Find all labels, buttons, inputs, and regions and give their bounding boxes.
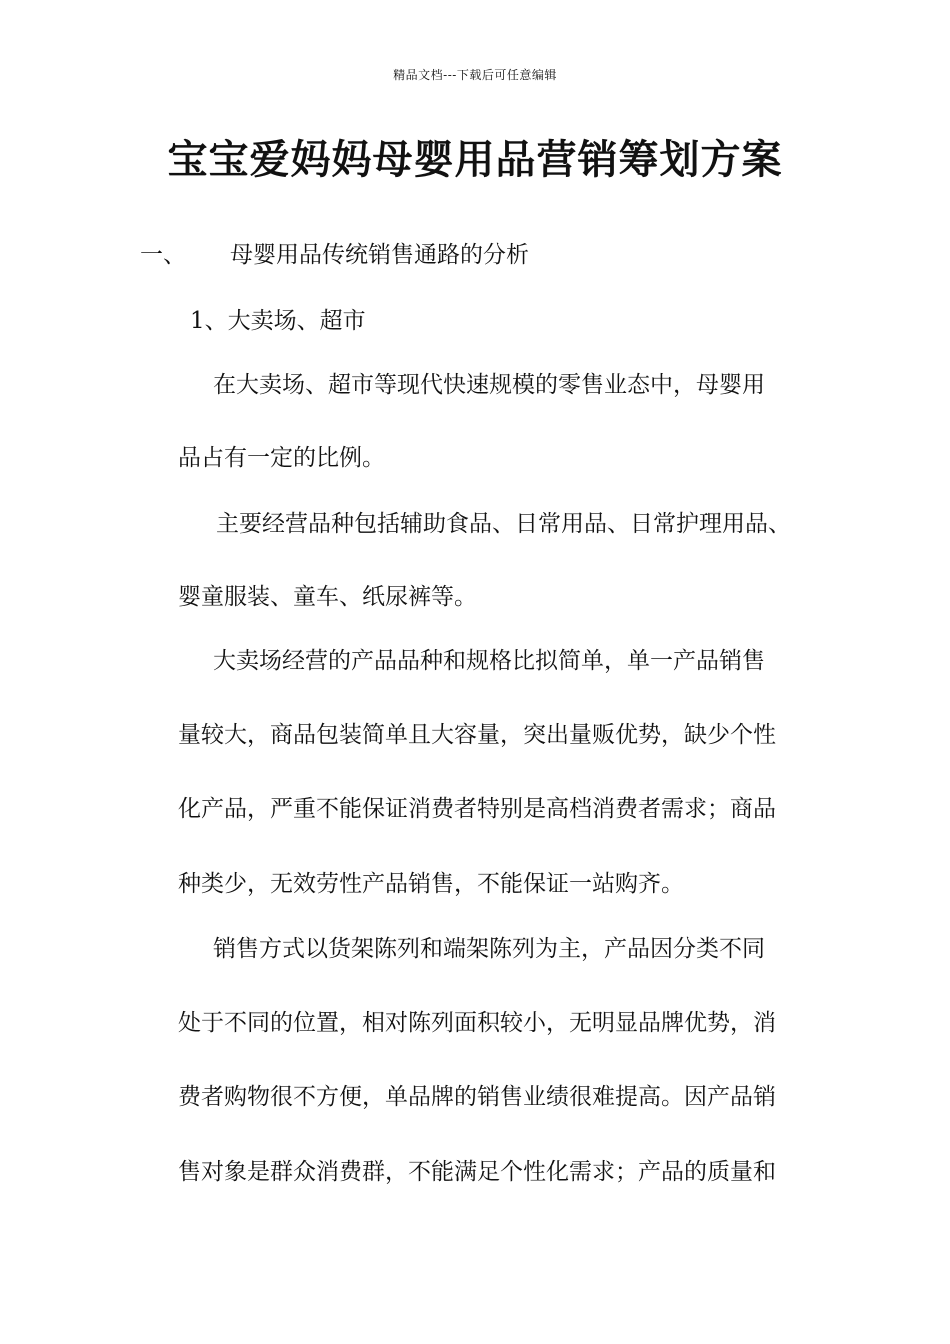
section-title: 母婴用品传统销售通路的分析 bbox=[230, 242, 529, 268]
paragraph-line: 主要经营品种包括辅助食品、日常用品、日常护理用品、 bbox=[216, 511, 791, 537]
section-number: 一、 bbox=[140, 242, 186, 268]
paragraph-line: 量较大，商品包装简单且大容量，突出量贩优势，缺少个性 bbox=[178, 722, 776, 748]
subsection-heading: 1、大卖场、超市 bbox=[190, 308, 366, 334]
section-heading bbox=[140, 236, 529, 269]
paragraph-line: 婴童服装、童车、纸尿裤等。 bbox=[178, 584, 477, 610]
paragraph-line: 种类少，无效劳性产品销售，不能保证一站购齐。 bbox=[178, 871, 684, 897]
paragraph-line: 售对象是群众消费群，不能满足个性化需求；产品的质量和 bbox=[178, 1159, 776, 1185]
header-note: 精品文档---下载后可任意编辑 bbox=[393, 68, 557, 82]
paragraph-line: 费者购物很不方便，单品牌的销售业绩很难提高。因产品销 bbox=[178, 1084, 776, 1110]
document-title: 宝宝爱妈妈母婴用品营销筹划方案 bbox=[167, 136, 783, 183]
paragraph-line: 销售方式以货架陈列和端架陈列为主，产品因分类不同 bbox=[213, 936, 765, 962]
paragraph-line: 化产品，严重不能保证消费者特别是高档消费者需求；商品 bbox=[178, 796, 776, 822]
paragraph-line: 品占有一定的比例。 bbox=[178, 445, 385, 471]
paragraph-line: 大卖场经营的产品品种和规格比拟简单，单一产品销售 bbox=[213, 648, 765, 674]
paragraph-line: 在大卖场、超市等现代快速规模的零售业态中，母婴用 bbox=[213, 372, 765, 398]
paragraph-line: 处于不同的位置，相对陈列面积较小，无明显品牌优势，消 bbox=[178, 1010, 776, 1036]
